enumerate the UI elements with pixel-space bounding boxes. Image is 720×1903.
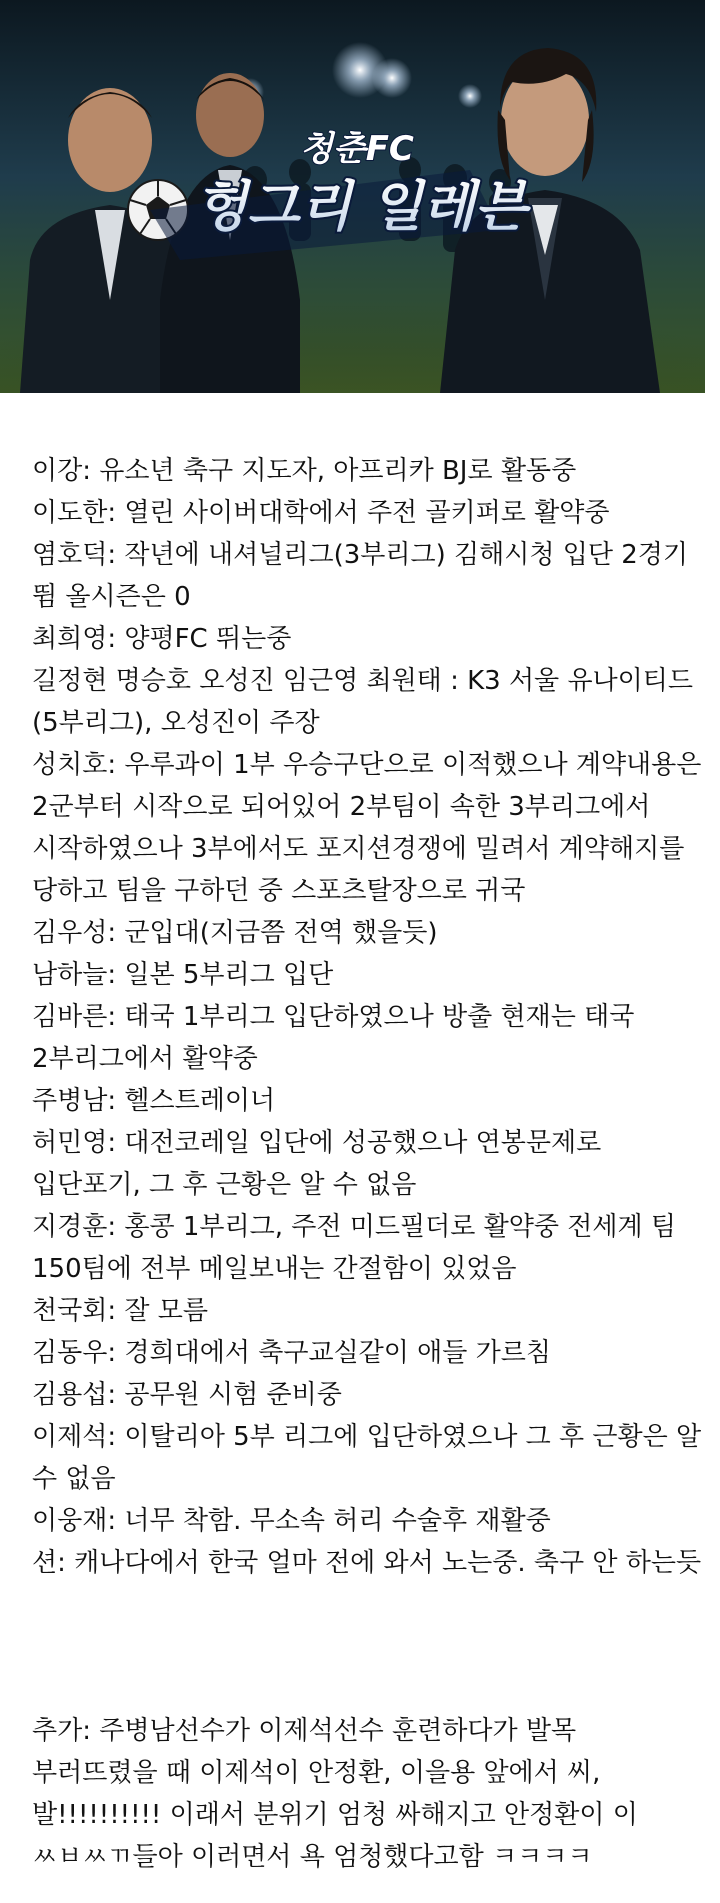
player-entry: 지경훈: 홍콩 1부리그, 주전 미드필더로 활약중 전세계 팀 150팀에 전부 메일보내는 간절함이 있었음 xyxy=(32,1212,676,1284)
player-entry: 남하늘: 일본 5부리그 입단 xyxy=(32,960,334,990)
stadium-light-icon xyxy=(372,58,412,98)
player-entry: 김용섭: 공무원 시험 준비중 xyxy=(32,1380,342,1410)
post-body xyxy=(32,450,702,1878)
addendum-text: 추가: 주병남선수가 이제석선수 훈련하다가 발목 부러뜨렸을 때 이제석이 안정환, 이을용 앞에서 씨,발!!!!!!!!!! 이래서 분위기 엄청 싸해지고 안정환이 이 ㅆㅂㅆㄲ들아 이러면서 욕 엄청했다고함 ㅋㅋㅋㅋ xyxy=(32,1716,638,1872)
player-entry: 허민영: 대전코레일 입단에 성공했으나 연봉문제로 입단포기, 그 후 근황은 알 수 없음 xyxy=(32,1128,602,1200)
show-banner-image xyxy=(0,0,705,393)
player-entry: 길정현 명승호 오성진 임근영 최원태 : K3 서울 유나이티드(5부리그), 오성진이 주장 xyxy=(32,666,694,738)
player-entry: 김바른: 태국 1부리그 입단하였으나 방출 현재는 태국 2부리그에서 활약중 xyxy=(32,1002,635,1074)
section-spacer xyxy=(32,1584,702,1710)
player-entry: 션: 캐나다에서 한국 얼마 전에 와서 노는중. 축구 안 하는듯 xyxy=(32,1548,702,1578)
player-entry: 주병남: 헬스트레이너 xyxy=(32,1086,276,1116)
player-entry: 김동우: 경희대에서 축구교실같이 애들 가르침 xyxy=(32,1338,552,1368)
player-entry: 김우성: 군입대(지금쯤 전역 했을듯) xyxy=(32,918,438,948)
stadium-light-icon xyxy=(458,84,482,108)
player-entry: 성치호: 우루과이 1부 우승구단으로 이적했으나 계약내용은 2군부터 시작으로 되어있어 2부팀이 속한 3부리그에서 시작하였으나 3부에서도 포지션경쟁에 밀려서 계약해지를 당하고 팀을 구하던 중 스포츠탈장으로 귀국 xyxy=(32,750,702,906)
player-entry: 이강: 유소년 축구 지도자, 아프리카 BJ로 활동중 xyxy=(32,456,577,486)
banner-subtitle: 청춘FC xyxy=(300,129,414,169)
player-entry: 천국회: 잘 모름 xyxy=(32,1296,208,1326)
banner-illustration xyxy=(0,0,705,393)
player-entry: 염호덕: 작년에 내셔널리그(3부리그) 김해시청 입단 2경기 뜀 올시즌은 0 xyxy=(32,540,689,612)
player-entry: 이제석: 이탈리아 5부 리그에 입단하였으나 그 후 근황은 알 수 없음 xyxy=(32,1422,702,1494)
player-entry: 이웅재: 너무 착함. 무소속 허리 수술후 재활중 xyxy=(32,1506,551,1536)
player-entry: 최희영: 양평FC 뛰는중 xyxy=(32,624,292,654)
banner-title: 헝그리 일레븐 xyxy=(195,175,527,238)
player-entry: 이도한: 열린 사이버대학에서 주전 골키퍼로 활약중 xyxy=(32,498,610,528)
